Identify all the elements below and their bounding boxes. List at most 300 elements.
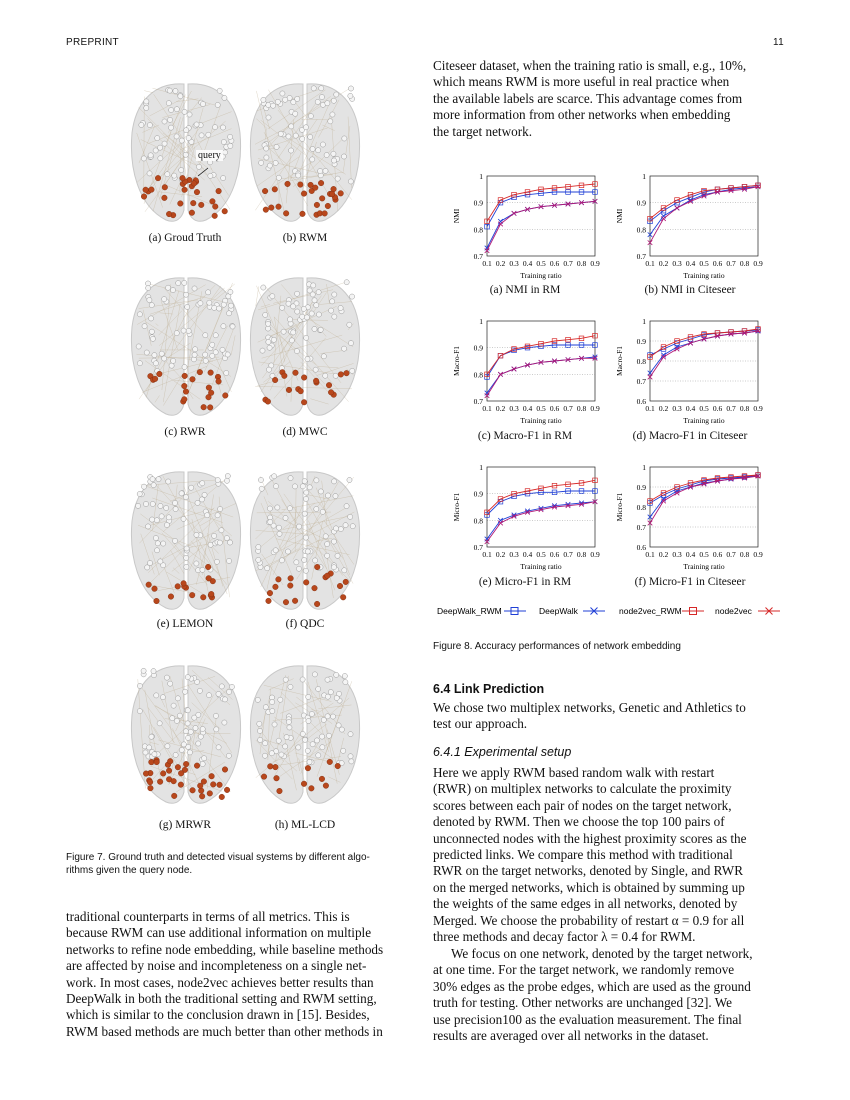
brain-node (312, 298, 317, 303)
chart-nmi-rm (445, 168, 610, 298)
brain-node (178, 94, 183, 99)
brain-node (306, 718, 311, 723)
brain-node-detected (298, 388, 304, 394)
brain-node (187, 750, 192, 755)
brain-node (152, 752, 157, 757)
brain-node (193, 725, 198, 730)
x-tick-label: 0.2 (658, 550, 669, 559)
brain-node (333, 526, 338, 531)
brain-node (144, 105, 149, 110)
chart-title: (a) NMI in RM (489, 284, 561, 296)
brain-node (222, 720, 227, 725)
brain-node (217, 506, 222, 511)
text-line: more information from other networks when embedding (433, 107, 731, 123)
brain-node (348, 732, 353, 737)
subcaption-f: (f) QDC (285, 618, 325, 630)
brain-node (348, 340, 353, 345)
brain-node-detected (207, 791, 213, 797)
brain-node-detected (182, 187, 188, 193)
brain-node (266, 367, 271, 372)
brain-node (267, 345, 272, 350)
brain-node (148, 316, 153, 321)
brain-node (184, 555, 189, 560)
brain-network-image (126, 466, 246, 616)
brain-node (263, 741, 268, 746)
brain-node (305, 748, 310, 753)
plot-frame (487, 176, 595, 256)
x-tick-label: 0.3 (509, 259, 519, 268)
brain-node (280, 305, 285, 310)
brain-node (348, 179, 353, 184)
brain-node-detected (216, 188, 222, 194)
brain-node (262, 753, 267, 758)
brain-node (137, 312, 142, 317)
subcaption-b: (b) RWM (282, 232, 328, 244)
brain-node-detected (285, 181, 291, 187)
brain-node (335, 176, 340, 181)
x-tick-label: 0.3 (509, 550, 519, 559)
text-line: at one time. For the target network, we randomly remove (433, 962, 735, 978)
brain-node (200, 481, 205, 486)
brain-node (303, 568, 308, 573)
brain-node-detected (314, 564, 320, 570)
text-line: which is similar to the conclusion drawn in [15]. Besides, (66, 1007, 370, 1023)
brain-node (147, 171, 152, 176)
x-tick-label: 0.1 (645, 404, 655, 413)
x-tick-label: 0.7 (726, 550, 736, 559)
brain-node (226, 558, 231, 563)
brain-node (263, 705, 268, 710)
brain-node (179, 747, 184, 752)
brain-node (312, 326, 317, 331)
brain-node (287, 725, 292, 730)
brain-node (226, 753, 231, 758)
brain-node-detected (319, 196, 325, 202)
brain-node (332, 292, 337, 297)
brain-node (302, 511, 307, 516)
brain-node (158, 503, 163, 508)
x-tick-label: 0.1 (645, 259, 655, 268)
brain-node-detected (162, 184, 168, 190)
series-line-deepwalk (487, 502, 595, 539)
brain-node (270, 708, 275, 713)
brain-node (309, 311, 314, 316)
plot-frame (487, 467, 595, 547)
brain-node (228, 134, 233, 139)
brain-node (181, 516, 186, 521)
y-tick-label: 0.9 (473, 343, 483, 353)
series-line-deepwalk-rwm (487, 345, 595, 377)
brain-node (349, 759, 354, 764)
text-line: DeepWalk in both the traditional setting and RWM setting, (66, 991, 377, 1007)
brain-node (331, 151, 336, 156)
brain-node-detected (335, 763, 341, 769)
brain-node-detected (331, 186, 337, 192)
brain-node (168, 681, 173, 686)
brain-node-detected (293, 370, 299, 376)
brain-node-detected (318, 180, 324, 186)
brain-node-detected (312, 585, 318, 591)
brain-node-detected (340, 594, 346, 600)
brain-node-detected (181, 383, 187, 389)
brain-node (283, 97, 288, 102)
brain-node (149, 302, 154, 307)
x-tick-label: 0.3 (509, 404, 519, 413)
brain-node (173, 752, 178, 757)
chart-title: (e) Micro-F1 in RM (478, 576, 572, 588)
brain-node (155, 541, 160, 546)
brain-node-detected (198, 202, 204, 208)
brain-node (294, 291, 299, 296)
brain-node-detected (323, 783, 329, 789)
brain-node-detected (198, 788, 204, 794)
x-tick-label: 0.8 (739, 550, 750, 559)
x-tick-label: 0.1 (482, 259, 492, 268)
brain-node (202, 492, 207, 497)
brain-node-detected (212, 213, 218, 219)
brain-node (286, 719, 291, 724)
subsection-heading: 6.4.1 Experimental setup (433, 745, 572, 759)
brain-node (305, 549, 310, 554)
brain-node-detected (208, 591, 214, 597)
x-tick-label: 0.9 (753, 550, 763, 559)
brain-node (184, 128, 189, 133)
brain-node (200, 567, 205, 572)
brain-node (296, 173, 301, 178)
brain-node (330, 299, 335, 304)
x-tick-label: 0.4 (522, 550, 533, 559)
brain-node (183, 292, 188, 297)
brain-node (311, 86, 316, 91)
brain-node (224, 535, 229, 540)
brain-node (187, 112, 192, 117)
brain-node (185, 735, 190, 740)
brain-node (158, 156, 163, 161)
x-axis-label: Training ratio (683, 271, 725, 280)
query-label: query (198, 150, 221, 161)
brain-node (350, 368, 355, 373)
running-header: PREPRINT (66, 37, 119, 48)
y-tick-label: 0.7 (636, 523, 646, 532)
brain-node (205, 513, 210, 518)
brain-node (325, 541, 330, 546)
brain-node (324, 152, 329, 157)
brain-node (293, 133, 298, 138)
brain-node-detected (312, 185, 318, 191)
brain-node (342, 673, 347, 678)
brain-node (185, 708, 190, 713)
x-tick-label: 0.1 (645, 550, 655, 559)
brain-node (162, 356, 167, 361)
brain-node (216, 306, 221, 311)
brain-node (221, 302, 226, 307)
brain-node (320, 142, 325, 147)
caption-line: rithms given the query node. (66, 865, 193, 876)
brain-node-detected (303, 580, 309, 586)
brain-node-detected (147, 779, 153, 785)
brain-node (320, 509, 325, 514)
brain-node (296, 524, 301, 529)
page-number: 11 (773, 37, 784, 48)
text-line: work. In most cases, node2vec achieves better results than (66, 974, 374, 990)
brain-node-detected (205, 564, 211, 570)
text-line: RWR on the target networks, denoted by Single, and RWR (433, 863, 743, 879)
x-tick-label: 0.9 (753, 259, 763, 268)
brain-node (279, 752, 284, 757)
series-line-node2vec-rwm (487, 480, 595, 512)
brain-node (347, 477, 352, 482)
y-tick-label: 0.8 (636, 357, 646, 366)
brain-node (268, 519, 273, 524)
brain-node (161, 541, 166, 546)
brain-node (166, 515, 171, 520)
brain-node (292, 484, 297, 489)
brain-node (261, 97, 266, 102)
brain-node (182, 364, 187, 369)
brain-node (225, 352, 230, 357)
brain-node (255, 697, 260, 702)
text-line: results are averaged over all networks in the dataset. (433, 1028, 709, 1044)
x-tick-label: 0.6 (549, 404, 560, 413)
y-tick-label: 0.7 (636, 252, 646, 261)
brain-node (257, 728, 262, 733)
data-point (512, 367, 517, 372)
brain-node-detected (277, 788, 283, 794)
brain-node-detected (313, 378, 319, 384)
brain-node (181, 328, 186, 333)
figure-8-caption: Figure 8. Accuracy performances of network embedding (433, 641, 681, 652)
brain-node-detected (283, 211, 289, 217)
brain-node (316, 290, 321, 295)
brain-node (308, 113, 313, 118)
brain-node (265, 321, 270, 326)
brain-node (212, 305, 217, 310)
y-axis-label: NMI (615, 208, 624, 224)
brain-node (319, 86, 324, 91)
brain-node-detected (309, 786, 315, 792)
brain-node (203, 352, 208, 357)
brain-node (284, 735, 289, 740)
brain-node (266, 115, 271, 120)
focus-paragraph (433, 946, 785, 1044)
brain-node (176, 280, 181, 285)
brain-node (294, 348, 299, 353)
brain-node-detected (182, 373, 188, 379)
y-axis-label: Micro-F1 (452, 492, 461, 522)
brain-node (348, 514, 353, 519)
x-tick-label: 0.7 (726, 259, 736, 268)
brain-node (264, 146, 269, 151)
brain-node (155, 136, 160, 141)
brain-node (302, 737, 307, 742)
brain-node (318, 489, 323, 494)
brain-node-detected (210, 782, 216, 788)
brain-node (160, 695, 165, 700)
brain-node (217, 88, 222, 93)
brain-node-detected (219, 794, 225, 800)
subcaption-h: (h) ML-LCD (274, 819, 336, 831)
brain-node (164, 675, 169, 680)
brain-node-detected (274, 775, 280, 781)
brain-node (228, 143, 233, 148)
brain-node (302, 479, 307, 484)
brain-node (295, 309, 300, 314)
x-tick-label: 0.2 (495, 404, 506, 413)
brain-node (318, 168, 323, 173)
brain-node (267, 506, 272, 511)
brain-node-detected (178, 770, 184, 776)
brain-node (261, 285, 266, 290)
x-tick-label: 0.2 (658, 259, 669, 268)
brain-node (145, 524, 150, 529)
brain-network-image (126, 78, 246, 228)
brain-node (213, 333, 218, 338)
brain-node (158, 559, 163, 564)
brain-node (312, 672, 317, 677)
brain-node (286, 134, 291, 139)
brain-node (278, 131, 283, 136)
brain-node (273, 160, 278, 165)
brain-node (304, 335, 309, 340)
x-tick-label: 0.7 (563, 550, 573, 559)
x-tick-label: 0.9 (590, 404, 600, 413)
brain-node (325, 101, 330, 106)
text-line: the target network. (433, 123, 532, 139)
x-tick-label: 0.7 (726, 404, 736, 413)
brain-node-detected (191, 181, 197, 187)
brain-node-detected (197, 783, 203, 789)
brain-node (137, 683, 142, 688)
text-line: Citeseer dataset, when the training ratio is small, e.g., 10%, (433, 58, 747, 73)
brain-node (225, 473, 230, 478)
brain-node-detected (288, 583, 294, 589)
brain-node (304, 490, 309, 495)
brain-node-detected (267, 590, 273, 596)
brain-node (300, 136, 305, 141)
brain-node (328, 689, 333, 694)
brain-node (319, 734, 324, 739)
brain-node (314, 478, 319, 483)
brain-node (143, 501, 148, 506)
brain-node-detected (181, 581, 187, 587)
brain-node (319, 94, 324, 99)
y-tick-label: 0.9 (636, 198, 646, 208)
x-tick-label: 0.5 (536, 404, 546, 413)
brain-node (290, 304, 295, 309)
brain-node (198, 734, 203, 739)
brain-node (342, 568, 347, 573)
brain-node (273, 548, 278, 553)
brain-node (273, 484, 278, 489)
brain-node (331, 158, 336, 163)
brain-node (313, 367, 318, 372)
text-line: the available labels are scarce. This advantage comes from (433, 90, 743, 106)
brain-node (162, 297, 167, 302)
brain-node (173, 507, 178, 512)
brain-node (150, 501, 155, 506)
brain-node (295, 96, 300, 101)
brain-node (174, 718, 179, 723)
brain-network-image (245, 78, 365, 228)
brain-node-detected (301, 399, 307, 405)
brain-node (213, 713, 218, 718)
section-heading: 6.4 Link Prediction (433, 682, 545, 696)
brain-node (206, 132, 211, 137)
brain-node (315, 99, 320, 104)
brain-network-image (245, 660, 365, 810)
brain-node (350, 524, 355, 529)
brain-node-detected (190, 787, 196, 793)
brain-node-detected (265, 399, 271, 405)
brain-hemisphere (188, 472, 241, 609)
brain-node (217, 540, 222, 545)
brain-node (275, 99, 280, 104)
brain-node (181, 742, 186, 747)
brain-node (177, 713, 182, 718)
brain-node (331, 98, 336, 103)
brain-node (342, 136, 347, 141)
brain-node (296, 745, 301, 750)
brain-node (303, 535, 308, 540)
text-line: because RWM can use additional information on multiple (66, 925, 372, 941)
brain-node (287, 506, 292, 511)
subcaption-a: (a) Groud Truth (148, 232, 222, 244)
brain-node-detected (157, 371, 163, 377)
brain-node (165, 744, 170, 749)
brain-node (167, 88, 172, 93)
brain-node-detected (183, 761, 189, 767)
section-intro (433, 700, 785, 733)
x-tick-label: 0.3 (672, 259, 682, 268)
text-line: Here we apply RWM based random walk with restart (433, 765, 715, 780)
brain-node (164, 505, 169, 510)
brain-node (229, 684, 234, 689)
y-tick-label: 0.7 (473, 252, 483, 261)
x-tick-label: 0.2 (495, 550, 506, 559)
brain-node (341, 154, 346, 159)
chart-title: (b) NMI in Citeseer (644, 284, 736, 296)
brain-node (210, 342, 215, 347)
brain-node (220, 125, 225, 130)
brain-node-detected (223, 393, 229, 399)
brain-node-detected (337, 583, 343, 589)
brain-node (183, 689, 188, 694)
brain-node (156, 477, 161, 482)
brain-node (168, 125, 173, 130)
brain-node (291, 330, 296, 335)
brain-node (279, 558, 284, 563)
brain-node (196, 164, 201, 169)
brain-node (294, 560, 299, 565)
brain-node (150, 336, 155, 341)
brain-node (179, 167, 184, 172)
brain-node (328, 119, 333, 124)
brain-node-detected (322, 211, 328, 217)
brain-node (320, 745, 325, 750)
x-tick-label: 0.6 (549, 550, 560, 559)
brain-node-detected (326, 382, 332, 388)
y-tick-label: 1 (642, 317, 646, 326)
brain-node-detected (210, 199, 216, 205)
brain-node (184, 564, 189, 569)
brain-node (149, 329, 154, 334)
brain-node-detected (273, 764, 279, 770)
brain-node-detected (189, 592, 195, 598)
text-line: We focus on one network, denoted by the target network, (451, 946, 753, 961)
brain-node-detected (209, 773, 215, 779)
brain-node-detected (282, 373, 288, 379)
brain-node (146, 285, 151, 290)
